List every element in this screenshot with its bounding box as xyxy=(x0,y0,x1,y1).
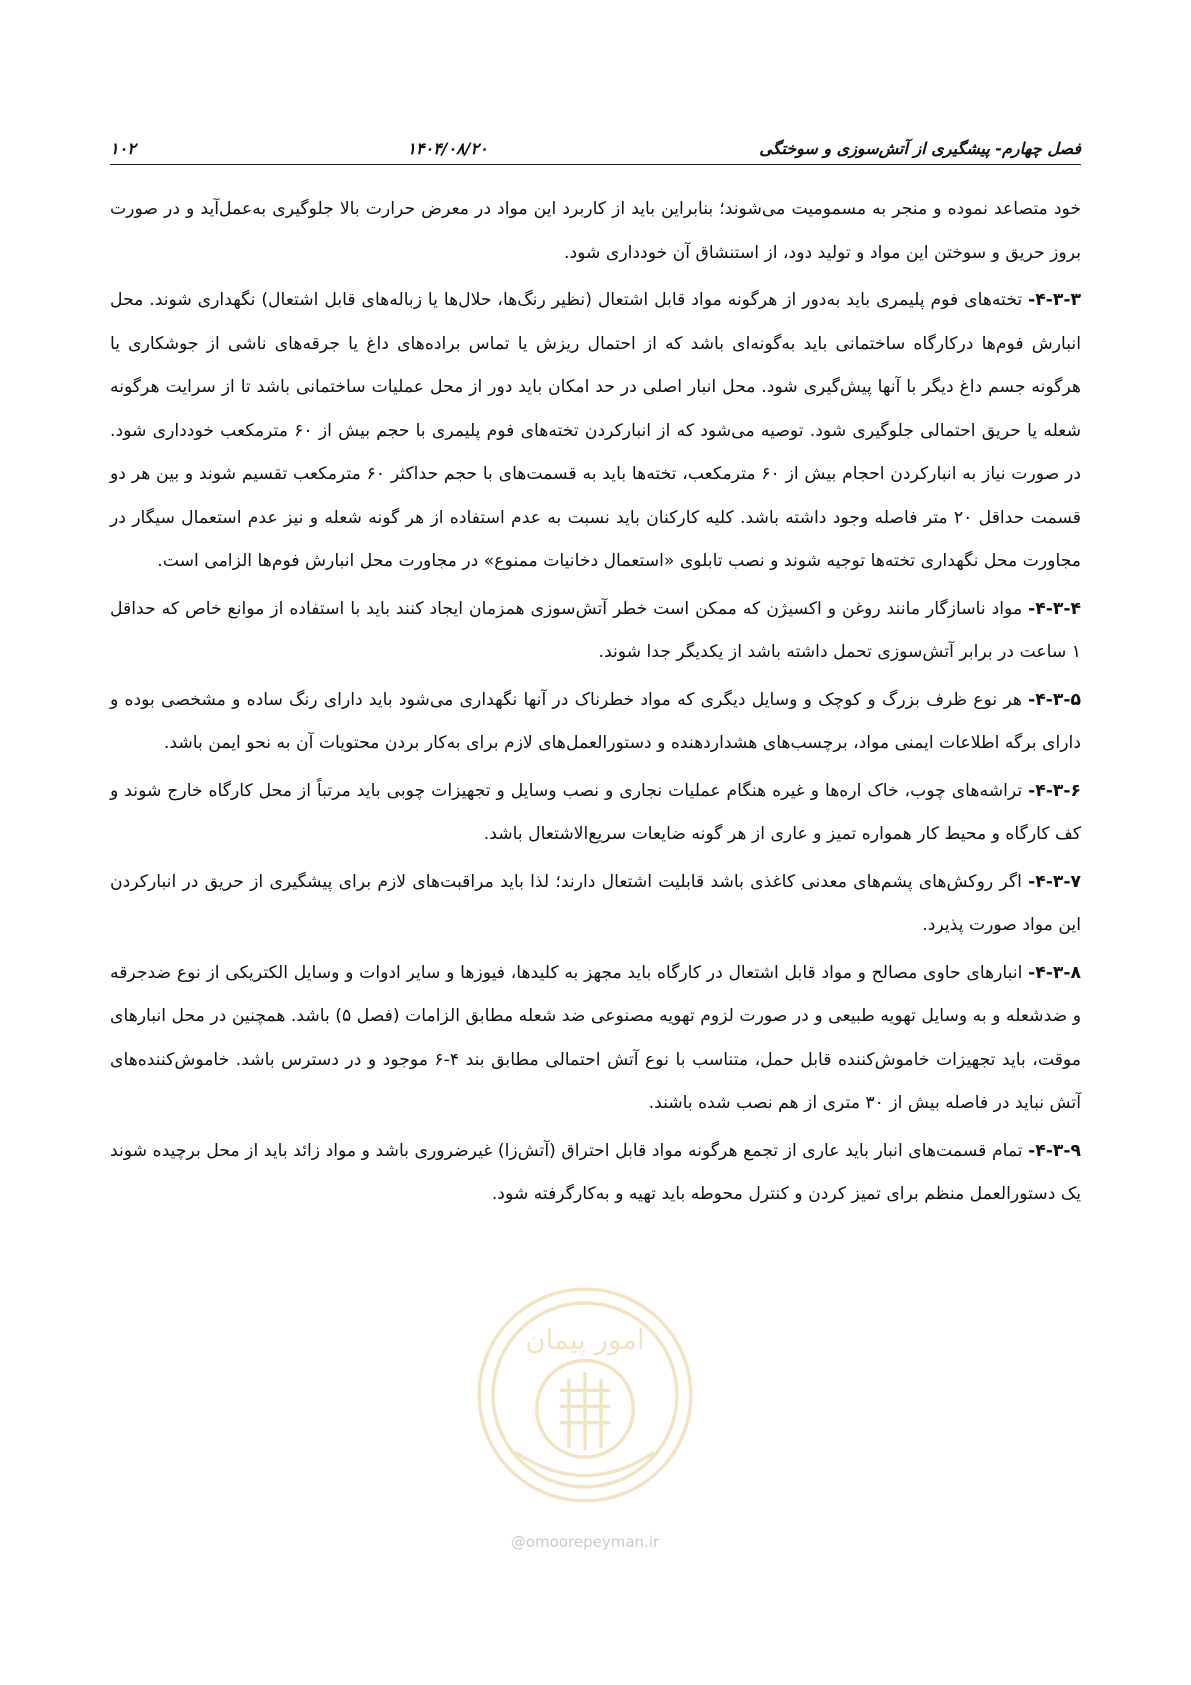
page-header xyxy=(110,128,1081,165)
paragraph-4-3-4: ۴-۳-۴- مواد ناسازگار مانند روغن و اکسیژن که ممکن است خطر آتش‌سوزی همزمان ایجاد کنند باید با استفاده از موانع خاص که حداقل ۱ ساعت در برابر آتش‌سوزی تحمل داشته باشد از یکدیگر جدا شوند. xyxy=(110,598,1081,662)
clause-number: ۴-۳-۴- xyxy=(1028,598,1081,619)
clause-number: ۴-۳-۶- xyxy=(1028,780,1081,801)
paragraph-4-3-8: ۴-۳-۸- انبارهای حاوی مصالح و مواد قابل اشتعال در کارگاه باید مجهز به کلیدها، فیوزها و سایر ادوات و وسایل الکتریکی از نوع ضدجرقه و ضدشعله و به وسایل تهویه طبیعی و در صورت لزوم تهویه مصنوعی ضد شعله مطابق الزامات (فصل ۵) باشد. همچنین در محل انبارهای موقت، باید تجهیزات خاموش‌کننده قابل حمل، متناسب با نوع آتش احتمالی مطابق بند ۴-۶ موجود و در دسترس باشد. خاموش‌کننده‌های آتش نباید در فاصله بیش از ۳۰ متری از هم نصب شده باشند. xyxy=(110,962,1081,1113)
body-text xyxy=(110,188,1081,1221)
chapter-title: فصل چهارم- پیشگیری از آتش‌سوزی و سوختگی xyxy=(759,139,1081,158)
paragraph-4-3-9: ۴-۳-۹- تمام قسمت‌های انبار باید عاری از تجمع هرگونه مواد قابل احتراق (آتش‌زا) غیرضروری باشد و مواد زائد باید از محل برچیده شوند یک دستورالعمل منظم برای تمیز کردن و کنترل محوطه باید تهیه و به‌کارگرفته شود. xyxy=(110,1140,1081,1204)
clause-number: ۴-۳-۹- xyxy=(1028,1140,1081,1161)
page-number: ۱۰۲ xyxy=(110,139,136,158)
paragraph-4-3-7: ۴-۳-۷- اگر روکش‌های پشم‌های معدنی کاغذی باشد قابلیت اشتعال دارند؛ لذا باید مراقبت‌های لازم برای پیشگیری از حریق در انبارکردن این مواد صورت پذیرد. xyxy=(110,871,1081,935)
watermark-logo-text: امور پیمان xyxy=(525,1323,645,1356)
watermark-logo-icon xyxy=(470,1280,700,1510)
paragraph-4-3-3: ۴-۳-۳- تخته‌های فوم پلیمری باید به‌دور از هرگونه مواد قابل اشتعال (نظیر رنگ‌ها، حلال‌ها یا زباله‌های قابل اشتعال) نگهداری شوند. محل انبارش فوم‌ها درکارگاه ساختمانی باید به‌گونه‌ای باشد که از احتمال ریزش یا تماس براده‌های داغ یا جرقه‌های ناشی از جوشکاری یا هرگونه جسم داغ دیگر با آنها پیش‌گیری شود. محل انبار اصلی در حد امکان باید دور از محل عملیات ساختمانی باشد تا از سرایت هرگونه شعله یا حریق احتمالی جلوگیری شود. توصیه می‌شود که از انبارکردن تخته‌های فوم پلیمری با حجم بیش از ۶۰ مترمکعب خودداری شود. در صورت نیاز به انبارکردن احجام بیش از ۶۰ مترمکعب، تخته‌ها باید به قسمت‌های با حجم حداکثر ۶۰ مترمکعب تقسیم شوند و بین هر دو قسمت حداقل ۲۰ متر فاصله وجود داشته باشد. کلیه کارکنان باید نسبت به عدم استفاده از هر گونه شعله و نیز عدم استعمال سیگار در مجاورت محل نگهداری تخته‌ها توجیه شوند و نصب تابلوی «استعمال دخانیات ممنوع» در مجاورت محل انبارش فوم‌ها الزامی است. xyxy=(110,290,1081,571)
paragraph-4-3-5: ۴-۳-۵- هر نوع ظرف بزرگ و کوچک و وسایل دیگری که مواد خطرناک در آنها نگهداری می‌شود باید دارای رنگ ساده و مشخصی بوده و دارای برگه اطلاعات ایمنی مواد، برچسب‌های هشداردهنده و دستورالعمل‌های لازم برای به‌کار بردن محتویات آن به نحو ایمن باشد. xyxy=(110,689,1081,753)
clause-number: ۴-۳-۳- xyxy=(1028,290,1081,310)
watermark-site: @omoorepeyman.ir xyxy=(510,1533,660,1551)
header-date: ۱۴۰۴/۰۸/۲۰ xyxy=(407,139,488,158)
clause-number: ۴-۳-۷- xyxy=(1028,871,1081,892)
paragraph-continuation: خود متصاعد نموده و منجر به مسمومیت می‌شوند؛ بنابراین باید از کاربرد این مواد در معرض حرارت بالا جلوگیری به‌عمل‌آید و در صورت بروز حریق و سوختن این مواد و تولید دود، از استنشاق آن خودداری شود. xyxy=(110,199,1081,263)
paragraph-4-3-6: ۴-۳-۶- تراشه‌های چوب، خاک اره‌ها و غیره هنگام عملیات نجاری و نصب وسایل و تجهیزات چوبی باید مرتباً از محل کارگاه خارج شوند و کف کارگاه و محیط کار همواره تمیز و عاری از هر گونه ضایعات سریع‌الاشتعال باشد. xyxy=(110,780,1081,844)
clause-number: ۴-۳-۸- xyxy=(1028,962,1081,983)
clause-number: ۴-۳-۵- xyxy=(1028,689,1081,710)
